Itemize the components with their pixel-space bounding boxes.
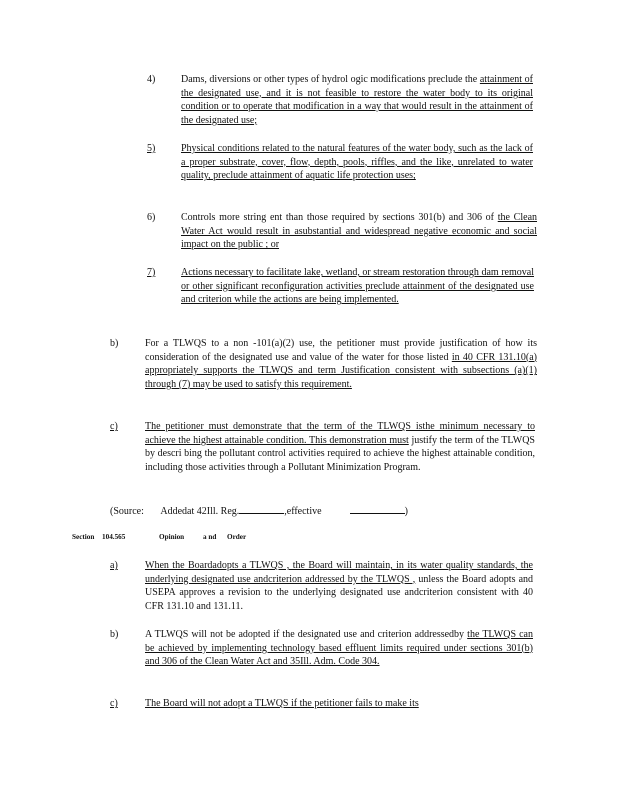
section-item-letter: b) (110, 629, 119, 640)
item-underlined-text: The petitioner must demonstrate that the term of the TLWQS isthe minimum necessary to achieve the highest attainable condition. This demonstration must (145, 421, 535, 446)
item-plain-text: For a TLWQS to a non -101(a)(2) use, the petitioner must provide justification of how its consideration of the designated use and value of the water for those listed (145, 338, 537, 363)
section-item-plain-text: unless the Board adopts and USEPA approves a revision to the underlying designated use andcriterion consistent with 40 CFR 131.10 and 131.11. (145, 573, 534, 612)
subitem-text (181, 73, 533, 127)
source-blank-register (239, 504, 284, 514)
item-text (145, 337, 537, 391)
subitem-plain-text: Controls more string ent than those required by sections 301(b) and 306 of (181, 212, 494, 223)
section-title-word: Order (227, 533, 247, 541)
subitem-underlined-text: Physical conditions related to the natural features of the water body, such as the lack of a proper substrate, cover, flow, depth, pools, riffles, and the like, unrelated to water quality, preclude attainment of aquatic life protection uses; (181, 143, 533, 182)
subitem-underlined-text: attainment of the designated use, and it is not feasible to restore the water body to its original condition or to operate that modification in a way that would result in the attainment of the designated use; (181, 74, 533, 126)
item-plain-text: justify the term of the TLWQS by descri bing the pollutant control activities required to achieve the highest attainable condition, including those activities through a Pollutant Minimization Program. (145, 434, 535, 473)
section-item-letter: c) (110, 698, 118, 709)
section-item-text (145, 697, 533, 711)
subitem-number: 5) (147, 143, 156, 154)
section-word: Section (72, 533, 95, 541)
section-item-text (145, 628, 533, 669)
section-item-letter: a) (110, 560, 118, 571)
subitem-plain-text: Dams, diversions or other types of hydrol ogic modifications preclude the (181, 74, 478, 85)
item-letter: c) (110, 421, 118, 432)
source-close: ) (404, 506, 408, 517)
source-blank-date (350, 504, 405, 514)
section-title-word: a nd (203, 533, 217, 541)
item-text (145, 420, 535, 474)
section-item-underlined-text: When the Boardadopts a TLWQS , the Board will maintain, in its water quality standards, the underlying designated use andcriterion addressed by the TLWQS , (145, 560, 533, 585)
subitem-text (181, 142, 533, 183)
subitem-number: 7) (147, 267, 156, 278)
section-title-word: Opinion (159, 533, 185, 541)
item-underlined-text: in 40 CFR 131.10(a) appropriately supports the TLWQS and term Justification consistent with subsections (a)(1) through (7) may be used to satisfy this requirement. (145, 351, 538, 390)
subitem-number: 6) (147, 212, 156, 223)
section-number: 104.565 (102, 533, 126, 541)
subitem-number: 4) (147, 74, 156, 85)
subitem-underlined-text: the Clean Water Act would result in asubstantial and widespread negative economic and social impact on the public ; or (181, 212, 538, 251)
subitem-text (181, 266, 534, 307)
source-label: (Source: (110, 506, 144, 517)
source-text: Addedat 42Ill. Reg. (160, 506, 240, 517)
section-item-plain-text: A TLWQS will not be adopted if the designated use and criterion addressedby (145, 629, 465, 640)
section-item-underlined-text: the TLWQS can be achieved by implementing technology based effluent limits required under sections 301(b) and 306 of the Clean Water Act and 35Ill. Adm. Code 304. (145, 629, 533, 668)
subitem-text (181, 211, 537, 252)
subitem-underlined-text: Actions necessary to facilitate lake, wetland, or stream restoration through dam removal or other significant reconfiguration activities preclude attainment of the designated use and criterion while the actions are being implemented. (181, 267, 534, 306)
section-item-underlined-text: The Board will not adopt a TLWQS if the petitioner fails to make its (145, 698, 419, 709)
item-letter: b) (110, 338, 119, 349)
source-effective: ,effective (284, 506, 322, 517)
section-item-text (145, 559, 533, 613)
source-note (110, 504, 408, 519)
